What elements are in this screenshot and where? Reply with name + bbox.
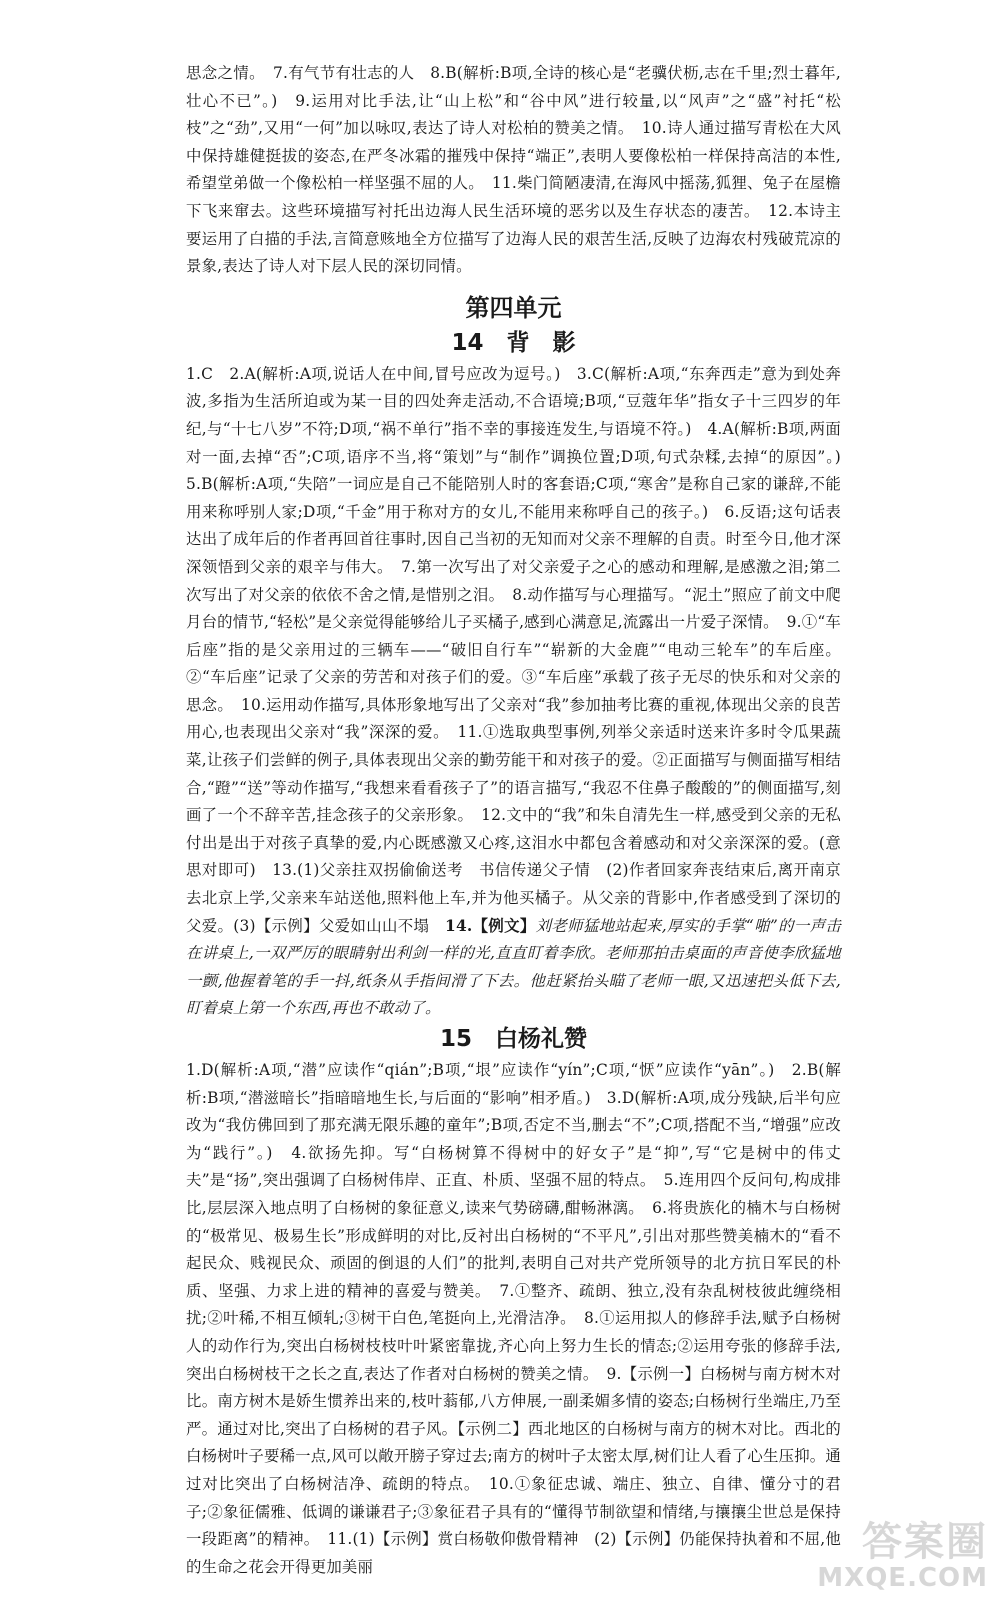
lesson-15-answers: 1.D(解析:A项,“潜”应读作“qián”;B项,“垠”应读作“yín”;C项,“恹”应读作“yān”。) 2.B(解析:B项,“潜滋暗长”指暗暗地生长,与后面的“影响”相矛盾。) 3.D(解析:A项,成分残缺,后半句应改为“我仿佛回到了那充满无限乐趣的童年”;B项,否定不当,删去“不”;C项,搭配不当,“增强”应改为“践行”。) 4.欲扬先抑。写“白杨树算不得树中的好女子”是“抑”,写“它是树中的伟丈夫”是“扬”,突出强调了白杨树伟岸、正直、朴质、坚强不屈的特点。 5.连用四个反问句,构成排比,层层深入地点明了白杨树的象征意义,读来气势磅礴,酣畅淋漓。 6.将贵族化的楠木与白杨树的“极常见、极易生长”形成鲜明的对比,反衬出白杨树的“不平凡”,引出对那些赞美楠木的“看不起民众、贱视民众、顽固的倒退的人们”的批判,表明自己对共产党所领导的北方抗日军民的朴质、坚强、力求上进的精神的喜爱与赞美。 7.①整齐、疏朗、独立,没有杂乱树枝彼此缠绕相扰;②叶稀,不相互倾轧;③树干白色,笔挺向上,光滑洁净。 8.①运用拟人的修辞手法,赋予白杨树人的动作行为,突出白杨树枝枝叶叶紧密靠拢,齐心向上努力生长的情态;②运用夸张的修辞手法,突出白杨树枝干之长之直,表达了作者对白杨树的赞美之情。 9.【示例一】白杨树与南方树木对比。南方树木是娇生惯养出来的,枝叶蓊郁,八方伸展,一副柔媚多情的姿态;白杨树行坐端庄,乃至严。通过对比,突出了白杨树的君子风。【示例二】西北地区的白杨树与南方的树木对比。西北的白杨树叶子要稀一点,风可以敞开膀子穿过去;南方的树叶子太密太厚,树们让人看了心生压抑。通过对比突出了白杨树洁净、疏朗的特点。 10.①象征忠诚、端庄、独立、自律、懂分寸的君子;②象征儒雅、低调的谦谦君子;③象征君子具有的“懂得节制欲望和情绪,与攘攘尘世总是保持一段距离”的精神。 11.(1)【示例】赏白杨敬仰傲骨精神 (2)【示例】仍能保持执着和不屈,他的生命之花会开得更加美丽 xyxy=(186,1061,841,1576)
unit-title: 第四单元 xyxy=(465,293,562,322)
lesson-14-answer-text: 1.C 2.A(解析:A项,说话人在中间,冒号应改为逗号。) 3.C(解析:A项,“东奔西走”意为到处奔波,多指为生活所迫或为某一目的四处奔走活动,不合语境;B项,“豆蔻年华”指女子十三四岁的年纪,与“十七八岁”不符;D项,“祸不单行”指不幸的事接连发生,与语境不符。) 4.A(解析:B项,两面对一面,去掉“否”;C项,语序不当,将“策划”与“制作”调换位置;D项,句式杂糅,去掉“的原因”。) 5.B(解析:A项,“失陪”一词应是自己不能陪别人时的客套语;C项,“寒舍”是称自己家的谦辞,不能用来称呼别人家;D项,“千金”用于称对方的女儿,不能用来称呼自己的孩子。) 6.反语;这句话表达出了成年后的作者再回首往事时,因自己当初的无知而对父亲不理解的自责。时至今日,他才深深领悟到父亲的艰辛与伟大。 7.第一次写出了对父亲爱子之心的感动和理解,是感激之泪;第二次写出了对父亲的依依不舍之情,是惜别之泪。 8.动作描写与心理描写。“泥土”照应了前文中爬月台的情节,“轻松”是父亲觉得能够给儿子买橘子,感到心满意足,流露出一片爱子深情。 9.①“车后座”指的是父亲用过的三辆车——“破旧自行车”“崭新的大金鹿”“电动三轮车”的车后座。②“车后座”记录了父亲的劳苦和对孩子们的爱。③“车后座”承载了孩子无尽的快乐和对父亲的思念。 10.运用动作描写,具体形象地写出了父亲对“我”参加抽考比赛的重视,体现出父亲的良苦用心,也表现出父亲对“我”深深的爱。 11.①选取典型事例,列举父亲适时送来许多时令瓜果蔬菜,让孩子们尝鲜的例子,具体表现出父亲的勤劳能干和对孩子的爱。②正面描写与侧面描写相结合,“蹬”“送”等动作描写,“我想来看看孩子了”的语言描写,“我忍不住鼻子酸酸的”的侧面描写,刻画了一个不辞辛苦,挂念孩子的父亲形象。 12.文中的“我”和朱自清先生一样,感受到父亲的无私付出是出于对孩子真挚的爱,内心既感激又心疼,这泪水中都包含着感动和对父亲深深的爱。(意思对即可) 13.(1)父亲拄双拐偷偷送考 书信传递父子情 (2)作者回家奔丧结束后,离开南京去北京上学,父亲来车站送他,照料他上车,并为他买橘子。从父亲的背影中,作者感受到了深切的父爱。(3)【示例】父爱如山山不塌 xyxy=(186,364,857,935)
lesson-14-title: 14 背 影 xyxy=(451,329,576,356)
lesson-14-answers xyxy=(186,361,857,1023)
lesson-15-title: 15 白杨礼赞 xyxy=(439,1026,587,1052)
watermark-url: MXQE.COM xyxy=(817,1563,988,1593)
watermark-logo-text: 答案圈 xyxy=(862,1519,988,1565)
answer-page xyxy=(186,60,857,1581)
previous-lesson-answers: 思念之情。 7.有气节有壮志的人 8.B(解析:B项,全诗的核心是“老骥伏枥,志在千里;烈士暮年,壮心不已”。) 9.运用对比手法,让“山上松”和“谷中风”进行较量,以“风声”之“盛”衬托“松枝”之“劲”,又用“一何”加以咏叹,表达了诗人对松柏的赞美之情。 10.诗人通过描写青松在大风中保持雄健挺拔的姿态,在严冬冰霜的摧残中保持“端正”,表明人要像松柏一样保持高洁的本性,希望堂弟做一个像松柏一样坚强不屈的人。 11.柴门简陋凄清,在海风中摇荡,狐狸、兔子在屋檐下飞来窜去。这些环境描写衬托出边海人民生活环境的恶劣以及生存状态的凄苦。 12.本诗主要运用了白描的手法,言简意赅地全方位描写了边海人民的艰苦生活,反映了边海农村残破荒凉的景象,表达了诗人对下层人民的深切同情。 xyxy=(186,64,841,276)
lesson-14-essay: 刘老师猛地站起来,厚实的手掌“啪”的一声击在讲桌上,一双严厉的眼睛射出利剑一样的光,直直盯着李欣。老师那拍击桌面的声音使李欣猛地一颤,他握着笔的手一抖,纸条从手指间滑了下去。他赶紧抬头瞄了老师一眼,又迅速把头低下去,盯着桌上第一个东西,再也不敢动了。 xyxy=(186,916,841,1018)
site-watermark xyxy=(817,1520,988,1592)
lesson-14-essay-label: 14.【例文】 xyxy=(445,916,536,935)
